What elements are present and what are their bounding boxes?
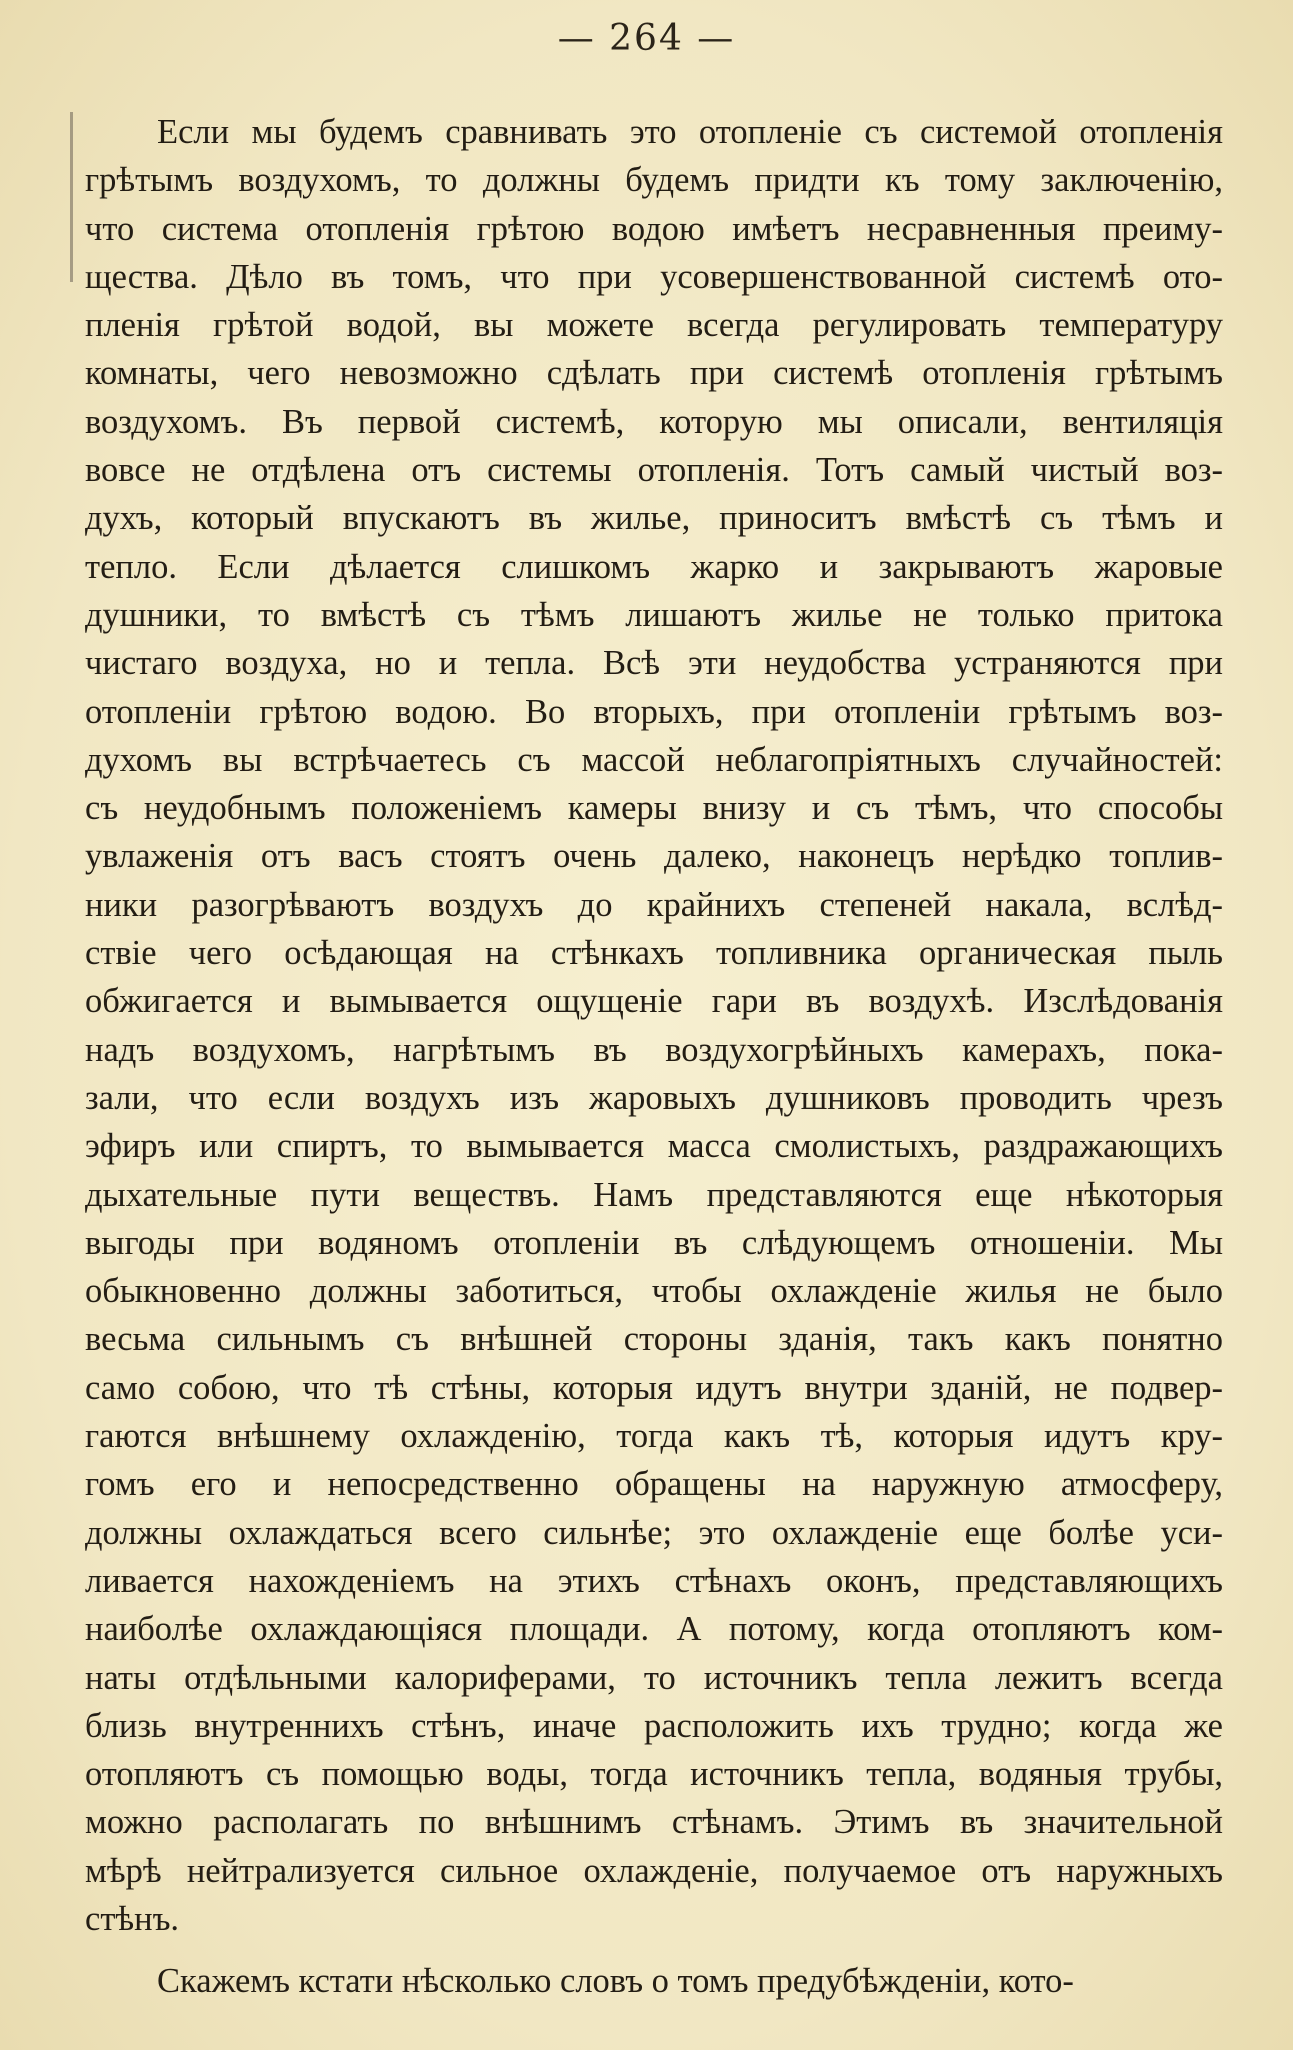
text-line: духомъ вы встрѣчаетесь съ массой неблагопріятныхъ случайностей: [85,740,1223,779]
page-number: — 264 — [557,18,736,59]
text-line: стѣнъ. [85,1899,180,1938]
body-text [85,108,1223,2006]
text-line: комнаты, чего невозможно сдѣлать при системѣ отопленія грѣтымъ [85,354,1223,393]
text-line: надъ воздухомъ, нагрѣтымъ въ воздухогрѣйныхъ камерахъ, пока- [85,1030,1223,1069]
text-line: чистаго воздуха, но и тепла. Всѣ эти неудобства устраняются при [85,644,1223,683]
text-line: душники, то вмѣстѣ съ тѣмъ лишаютъ жилье не только притока [85,595,1223,634]
text-line: близь внутреннихъ стѣнъ, иначе расположить ихъ трудно; когда же [85,1706,1223,1745]
text-line: ники разогрѣваютъ воздухъ до крайнихъ степеней накала, вслѣд- [85,885,1223,924]
text-line: выгоды при водяномъ отопленіи въ слѣдующемъ отношеніи. Мы [85,1223,1223,1262]
margin-pencil-mark [70,112,73,282]
text-line: можно располагать по внѣшнимъ стѣнамъ. Этимъ въ значительной [85,1803,1223,1842]
text-line: тепло. Если дѣлается слишкомъ жарко и закрываютъ жаровые [85,547,1223,586]
text-line: мѣрѣ нейтрализуется сильное охлажденіе, получаемое отъ наружныхъ [85,1851,1223,1890]
text-line: вовсе не отдѣлена отъ системы отопленія. Тотъ самый чистый воз- [85,451,1223,490]
text-line: наты отдѣльными калориферами, то источникъ тепла лежитъ всегда [85,1658,1223,1697]
text-line: что система отопленія грѣтою водою имѣетъ несравненныя преиму- [85,209,1223,248]
text-line: отопленіи грѣтою водою. Во вторыхъ, при отопленіи грѣтымъ воз- [85,692,1223,731]
text-line: пленія грѣтой водой, вы можете всегда регулировать температуру [85,306,1223,345]
text-line: отопляютъ съ помощью воды, тогда источникъ тепла, водяныя трубы, [85,1755,1223,1794]
text-line: зали, что если воздухъ изъ жаровыхъ душниковъ проводить чрезъ [85,1078,1223,1117]
text-line: само собою, что тѣ стѣны, которыя идутъ внутри зданій, не подвер- [85,1368,1223,1407]
text-line: ствіе чего осѣдающая на стѣнкахъ топливника органическая пыль [85,934,1223,973]
text-line: Если мы будемъ сравнивать это отопленіе съ системой отопленія [157,113,1223,151]
text-line: щества. Дѣло въ томъ, что при усовершенствованной системѣ ото- [85,257,1223,296]
text-line: грѣтымъ воздухомъ, то должны будемъ придти къ тому заключенію, [85,161,1223,200]
text-line: ливается нахожденіемъ на этихъ стѣнахъ оконъ, представляющихъ [85,1561,1223,1600]
text-line: гомъ его и непосредственно обращены на наружную атмосферу, [85,1465,1223,1504]
paragraph-gap [85,1943,1223,1957]
text-line: обжигается и вымывается ощущеніе гари въ воздухѣ. Изслѣдованія [85,982,1223,1021]
text-line: дыхательные пути веществъ. Намъ представляются еще нѣкоторыя [85,1175,1223,1214]
text-line: духъ, который впускаютъ въ жилье, приноситъ вмѣстѣ съ тѣмъ и [85,499,1223,538]
text-line: воздухомъ. Въ первой системѣ, которую мы описали, вентиляція [85,402,1223,441]
text-line: эфиръ или спиртъ, то вымывается масса смолистыхъ, раздражающихъ [85,1127,1223,1166]
text-line: обыкновенно должны заботиться, чтобы охлажденіе жилья не было [85,1272,1223,1311]
text-line: Скажемъ кстати нѣсколько словъ о томъ предубѣжденіи, кото- [157,1962,1074,2001]
text-line: весьма сильнымъ съ внѣшней стороны зданія, такъ какъ понятно [85,1320,1223,1359]
text-line: должны охлаждаться всего сильнѣе; это охлажденіе еще болѣе уси- [85,1513,1223,1552]
text-line: наиболѣе охлаждающіяся площади. А потому, когда отопляютъ ком- [85,1610,1223,1649]
text-line: увлаженія отъ васъ стоятъ очень далеко, наконецъ нерѣдко топлив- [85,837,1223,876]
text-line: съ неудобнымъ положеніемъ камеры внизу и съ тѣмъ, что способы [85,789,1223,828]
text-line: гаются внѣшнему охлажденію, тогда какъ тѣ, которыя идутъ кру- [85,1417,1223,1456]
